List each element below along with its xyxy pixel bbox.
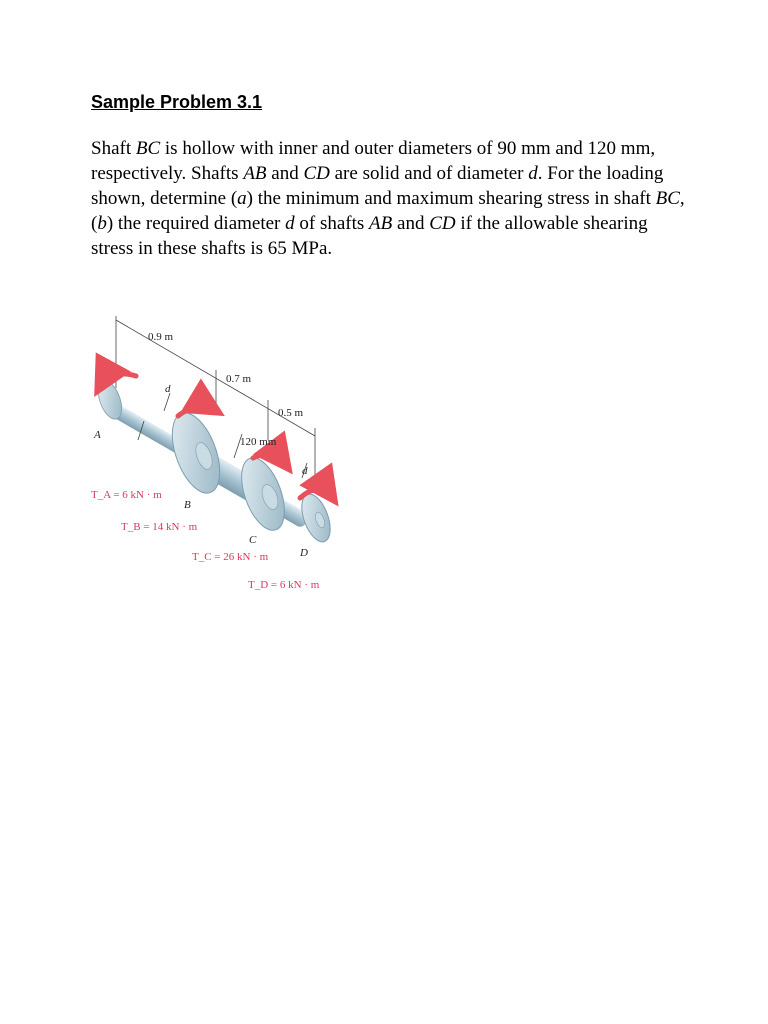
dim-cd-label: 0.5 m [278, 407, 304, 419]
torque-c-label: T_C = 26 kN · m [192, 551, 269, 563]
shaft-diagram-svg [88, 308, 348, 598]
torque-b-label: T_B = 14 kN · m [121, 521, 198, 533]
point-a-label: A [94, 429, 101, 441]
dim-ab-label: 0.9 m [148, 331, 174, 343]
point-d-label: D [300, 547, 308, 559]
torque-d-label: T_D = 6 kN · m [248, 579, 320, 591]
problem-statement: Shaft BC is hollow with inner and outer diameters of 90 mm and 120 mm, respectively. Shafts AB and CD are solid and of diameter d. For the loading shown, determine (a) the minimum and maximum shearing stress in shaft BC, (b) the required diameter d of shafts AB and CD if the allowable shearing stress in these shafts is 65 MPa. [91, 138, 685, 259]
torque-arrow-b [178, 407, 218, 416]
dim-bc-diameter-label: 120 mm [240, 436, 277, 448]
dim-bc-label: 0.7 m [226, 373, 252, 385]
shaft-diagram [88, 308, 348, 598]
page-heading: Sample Problem 3.1 [91, 92, 263, 112]
diameter-d-label-right: d [302, 465, 308, 477]
torque-a-label: T_A = 6 kN · m [91, 489, 162, 501]
point-c-label: C [249, 534, 257, 546]
diameter-d-label-left: d [165, 383, 171, 395]
point-b-label: B [184, 499, 191, 511]
